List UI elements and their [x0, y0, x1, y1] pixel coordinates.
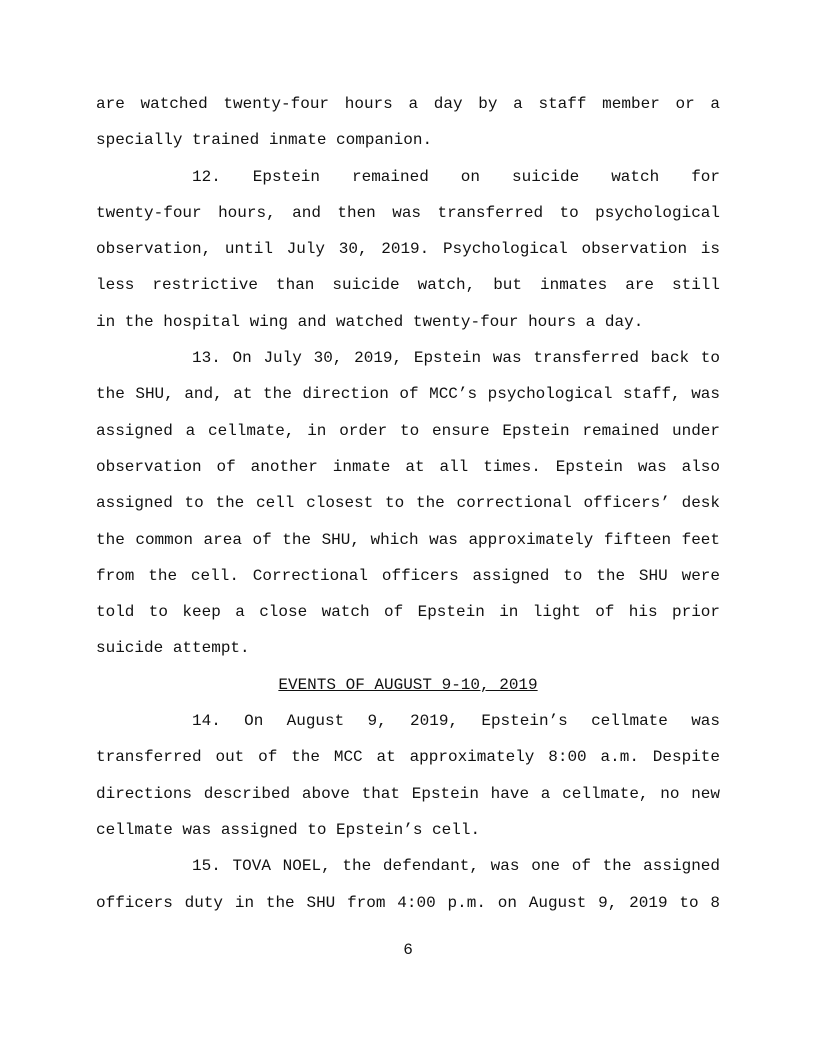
text-line: are watched twenty-four hours a day by a staff member or a — [96, 95, 720, 113]
text-line: in the hospital wing and watched twenty-four hours a day. — [96, 312, 644, 331]
text-line: transferred out of the MCC at approximately 8:00 a.m. Despite — [96, 748, 720, 767]
section-heading-text: EVENTS OF AUGUST 9-10, 2019 — [278, 675, 538, 694]
document-body — [96, 86, 720, 921]
text-line: observation of another inmate at all times. Epstein was also — [96, 457, 720, 476]
text-line: observation, until July 30, 2019. Psychological observation is — [96, 240, 720, 259]
paragraph-14-start: 14. On August 9, 2019, Epstein’s cellmate was — [192, 712, 720, 731]
text-line: specially trained inmate companion. — [96, 131, 433, 150]
text-line: from the cell. Correctional officers assigned to the SHU were — [96, 566, 720, 585]
text-line: directions described above that Epstein have a cellmate, no new — [96, 784, 720, 803]
text-line: the common area of the SHU, which was approximately fifteen feet — [96, 530, 720, 549]
text-line: twenty-four hours, and then was transferred to psychological — [96, 203, 720, 222]
text-line: the SHU, and, at the direction of MCC’s psychological staff, was — [96, 385, 720, 404]
text-line: cellmate was assigned to Epstein’s cell. — [96, 820, 481, 839]
page-number: 6 — [403, 941, 413, 959]
section-heading — [96, 667, 720, 703]
paragraph-12-start: 12. Epstein remained on suicide watch for — [192, 167, 720, 186]
text-line: assigned to the cell closest to the correctional officers’ desk — [96, 494, 720, 513]
text-line: officers duty in the SHU from 4:00 p.m. on August 9, 2019 to 8 — [96, 893, 720, 912]
text-line: assigned a cellmate, in order to ensure Epstein remained under — [96, 421, 720, 440]
paragraph-13-start: 13. On July 30, 2019, Epstein was transferred back to — [192, 349, 720, 368]
text-line: told to keep a close watch of Epstein in light of his prior — [96, 603, 720, 622]
text-line: suicide attempt. — [96, 639, 250, 658]
text-line: less restrictive than suicide watch, but inmates are still — [96, 276, 720, 295]
paragraph-15-start: 15. TOVA NOEL, the defendant, was one of the assigned — [192, 857, 720, 876]
